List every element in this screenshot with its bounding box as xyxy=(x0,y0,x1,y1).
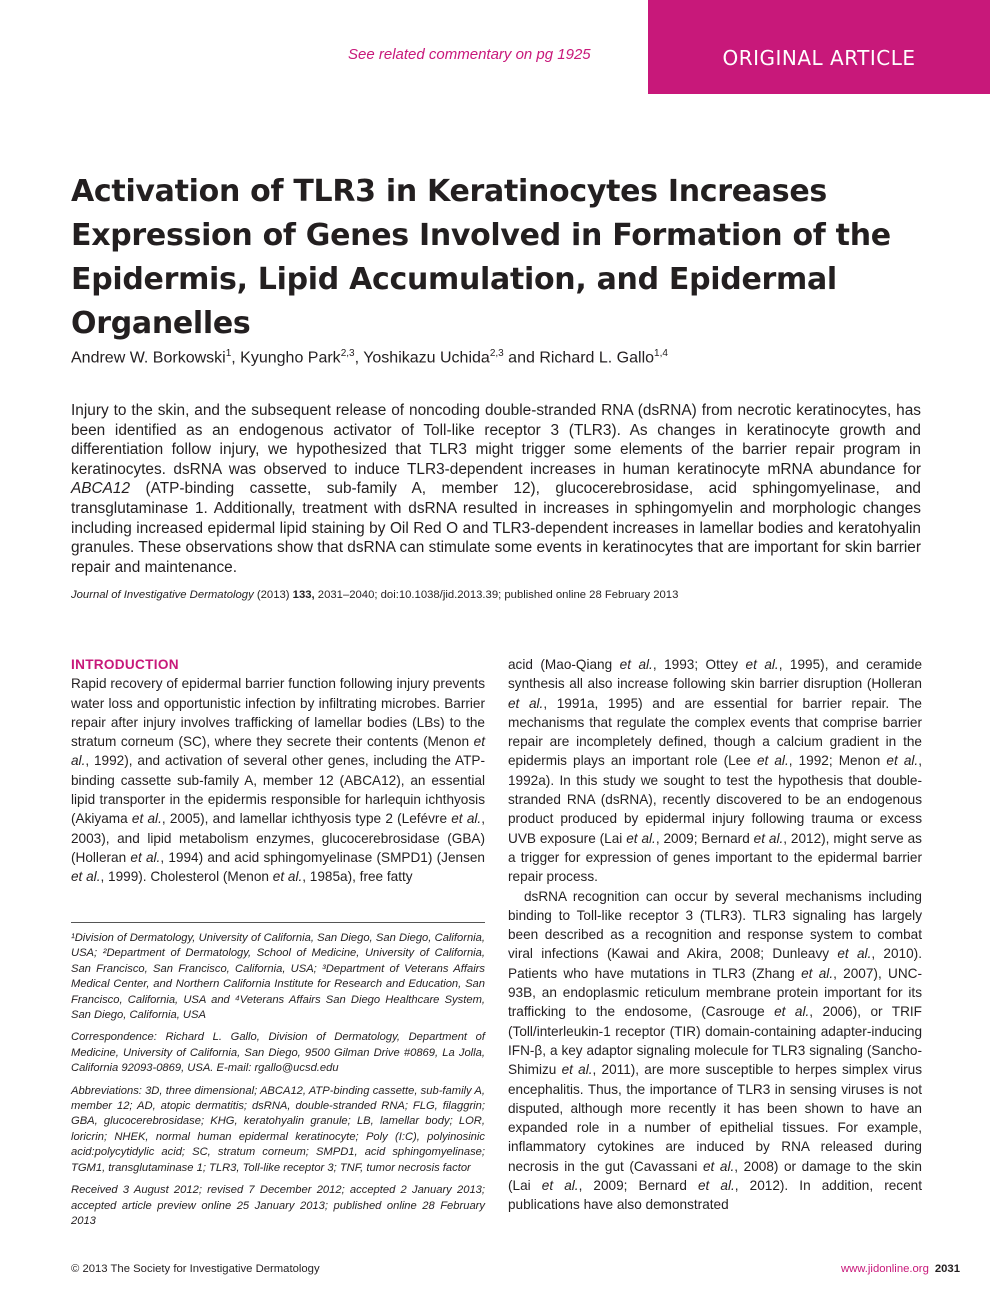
citation-et-al: et al. xyxy=(698,1178,735,1194)
journal-website-link[interactable]: www.jidonline.org xyxy=(840,1263,929,1275)
paragraph-text: , 2006), or TRIF (Toll/interleukin-1 receptor (TIR) domain-containing adapter-inducing IFN-β, a key adaptor signaling molecule for TLR3 signaling (Sancho-Shimizu xyxy=(508,1004,922,1078)
intro-paragraph-3 xyxy=(508,887,922,1215)
author-affiliation: 1 xyxy=(225,348,232,359)
paragraph-text: , 1992; Menon xyxy=(788,753,887,769)
paragraph-text: dsRNA recognition can occur by several mechanisms including binding to Toll-like receptor 3 (TLR3). TLR3 signaling has largely been described as a recognition and response system to combat viral infections (Kawai and Akira, 2008; Dunleavy xyxy=(508,888,922,962)
paragraph-text: , 2012), might serve as a trigger for expression of genes important to the epidermal barrier repair process. xyxy=(508,830,922,885)
author-name: Yoshikazu Uchida xyxy=(363,349,490,367)
article-type-label: ORIGINAL ARTICLE xyxy=(722,46,916,70)
footer-right xyxy=(841,1263,960,1275)
citation-et-al: et al. xyxy=(272,869,303,885)
citation-et-al: et al. xyxy=(801,965,834,981)
citation-year: (2013) xyxy=(253,589,293,601)
paragraph-text: , 1994) and acid sphingomyelinase (SMPD1) (Jensen xyxy=(160,849,485,865)
paragraph-text: , 1985a), free fatty xyxy=(302,869,413,885)
author-separator: and xyxy=(503,349,540,367)
citation-et-al: et al. xyxy=(774,1004,810,1020)
citation-et-al: et al. xyxy=(561,1062,593,1078)
citation-et-al: et al. xyxy=(702,1158,735,1174)
article-title: Activation of TLR3 in Keratinocytes Increases Expression of Genes Involved in Formation of the Epidermis, Lipid Accumulation, and Epidermal Organelles xyxy=(71,174,891,341)
paragraph-text: , 2007), UNC-93B, an endoplasmic reticulum membrane protein important for its trafficking to the endosome, (Casrouge xyxy=(508,965,922,1020)
citation-et-al: et al. xyxy=(71,869,101,885)
citation-et-al: et al. xyxy=(753,830,784,846)
author-affiliation: 1,4 xyxy=(654,348,668,359)
paragraph-text: , 2008) or damage to the skin (Lai xyxy=(508,1158,922,1194)
citation-et-al: et al. xyxy=(541,1178,579,1194)
author-affiliation: 2,3 xyxy=(489,348,504,359)
left-column xyxy=(71,655,485,887)
intro-paragraph-1 xyxy=(71,674,485,886)
abstract-text: (ATP-binding cassette, sub-family A, member 12), glucocerebrosidase, acid sphingomyelinase, and transglutaminase 1. Additionally, treatment with dsRNA resulted in increases in sphingomyelin and morphologic changes including increased epidermal lipid staining by Oil Red O and TLR3-dependent increases in lamellar bodies and keratohyalin granules. These observations show that dsRNA can stimulate some events in keratinocytes that are important for skin barrier repair and maintenance. xyxy=(71,480,921,576)
author-name: Kyungho Park xyxy=(240,349,341,367)
paragraph-text: , 1993; Ottey xyxy=(652,657,746,672)
author-list xyxy=(71,348,921,367)
abstract-gene: ABCA12 xyxy=(71,480,131,498)
correspondence-note: Correspondence: Richard L. Gallo, Division of Dermatology, Department of Medicine, University of California, San Diego, 9500 Gilman Drive #0869, La Jolla, California 92093-0869, USA. E-mail: rgallo@ucsd.edu xyxy=(71,1031,485,1075)
paragraph-text: , 2009; Bernard xyxy=(578,1178,698,1194)
article-type-banner xyxy=(648,0,990,94)
paragraph-text: , 2011), are more susceptible to herpes simplex virus encephalitis. Thus, the importance of TLR3 in sensing viruses is not disputed, although more recently it has been shown to have an expanded role in a number of epithelial tissues. For example, inflammatory cytokines are induced by RNA released during necrosis in the gut (Cavassani xyxy=(508,1062,923,1174)
page-number: 2031 xyxy=(934,1263,960,1275)
paragraph-text: , 1999). Cholesterol (Menon xyxy=(100,869,273,885)
citation-line xyxy=(71,589,921,601)
paragraph-text: acid (Mao-Qiang xyxy=(508,657,620,672)
affiliations-note: ¹Division of Dermatology, University of California, San Diego, San Diego, California, USA; ²Department of Dermatology, School of Medicine, University of California, San Francisco, San Francisco, California, USA; ³Department of Veterans Affairs Medical Center, and Northern California Institute for Research and Education, San Francisco, California, USA and ⁴Veterans Affairs San Diego Healthcare System, San Diego, California, USA xyxy=(71,932,485,1022)
citation-et-al: et al. xyxy=(619,657,653,672)
author-separator: , xyxy=(231,349,241,367)
paragraph-text: , 2012). In addition, recent publications have also demonstrated xyxy=(508,1178,922,1213)
citation-volume: 133, xyxy=(292,589,315,601)
abstract-text: Injury to the skin, and the subsequent release of noncoding double-stranded RNA (dsRNA) from necrotic keratinocytes, has been identified as an endogenous activator of Toll-like receptor 3 (TLR3). As changes in keratinocyte growth and differentiation follow injury, we hypothesized that TLR3 might trigger some elements of the barrier repair program in keratinocytes. dsRNA was observed to induce TLR3-dependent increases in human keratinocyte mRNA abundance for xyxy=(71,402,921,478)
paragraph-text: , 2009; Bernard xyxy=(655,830,754,846)
citation-et-al: et al. xyxy=(756,753,789,769)
received-note: Received 3 August 2012; revised 7 December 2012; accepted 2 January 2013; accepted article preview online 25 January 2013; published online 28 February 2013 xyxy=(71,1184,485,1227)
paragraph-text: Rapid recovery of epidermal barrier function following injury prevents water loss and opportunistic infection by infiltrating microbes. Barrier repair after injury involves trafficking of lamellar bodies (LBs) to the stratum corneum (SC), where they secrete their contents (Menon xyxy=(71,676,485,750)
abbreviations-note: Abbreviations: 3D, three dimensional; ABCA12, ATP-binding cassette, sub-family A, member 12; AD, atopic dermatitis; dsRNA, double-stranded RNA; FLG, filaggrin; GBA, glucocerebrosidase; KHG, keratohyalin granule; LB, lamellar body; LOR, loricrin; NHEK, normal human epidermal keratinocyte; Poly (I:C), polyinosinic acid:polycytidylic acid; SC, stratum corneum; SMPD1, acid sphingomyelinase; TGM1, transglutaminase 1; TLR3, Toll-like receptor 3; TNF, tumor necrosis factor xyxy=(71,1084,485,1174)
citation-et-al: et al. xyxy=(71,734,485,769)
citation-journal: Journal of Investigative Dermatology xyxy=(71,589,254,601)
citation-et-al: et al. xyxy=(886,753,919,769)
paragraph-text: , 1991a, 1995) and are essential for barrier repair. The mechanisms that regulate the complex events that comprise barrier repair are incompletely defined, though a calcium gradient in the epidermis plays an important role (Lee xyxy=(508,695,922,769)
citation-et-al: et al. xyxy=(837,946,872,962)
paragraph-text: , 1995), and ceramide synthesis all also increase following skin barrier disruption (Holleran xyxy=(508,657,922,692)
author-name: Andrew W. Borkowski xyxy=(71,349,226,367)
abstract xyxy=(71,401,921,577)
paragraph-text: , 2010). Patients who have mutations in TLR3 (Zhang xyxy=(508,946,922,981)
paragraph-text: , 1992a). In this study we sought to test the hypothesis that double-stranded RNA (dsRNA), recently discovered to be an endogenous product produced by epidermal injury following trauma or excess UVB exposure (Lai xyxy=(508,753,922,846)
paragraph-text: , 2003), and lipid metabolism enzymes, glucocerebrosidase (GBA) (Holleran xyxy=(71,811,485,865)
citation-details: 2031–2040; doi:10.1038/jid.2013.39; published online 28 February 2013 xyxy=(314,589,679,601)
intro-paragraph-2 xyxy=(508,655,922,887)
related-commentary-link[interactable]: See related commentary on pg 1925 xyxy=(348,46,591,63)
citation-et-al: et al. xyxy=(130,849,161,865)
right-column xyxy=(508,655,922,1215)
author-name: Richard L. Gallo xyxy=(539,349,655,367)
paragraph-text: , 1992), and activation of several other genes, including the ATP-binding cassette sub-family A, member 12 (ABCA12), an essential lipid transporter in the epidermis responsible for harlequin ichthyosis (Akiyama xyxy=(71,753,485,827)
citation-et-al: et al. xyxy=(131,811,162,827)
author-separator: , xyxy=(354,349,364,367)
section-heading-introduction: INTRODUCTION xyxy=(71,657,179,672)
citation-et-al: et al. xyxy=(626,830,656,846)
citation-et-al: et al. xyxy=(451,811,482,827)
footnotes xyxy=(71,922,485,1236)
citation-et-al: et al. xyxy=(508,695,544,711)
citation-et-al: et al. xyxy=(745,657,779,672)
footer-copyright: © 2013 The Society for Investigative Dermatology xyxy=(71,1263,320,1275)
author-affiliation: 2,3 xyxy=(340,348,355,359)
paragraph-text: , 2005), and lamellar ichthyosis type 2 (Lefévre xyxy=(161,811,452,827)
